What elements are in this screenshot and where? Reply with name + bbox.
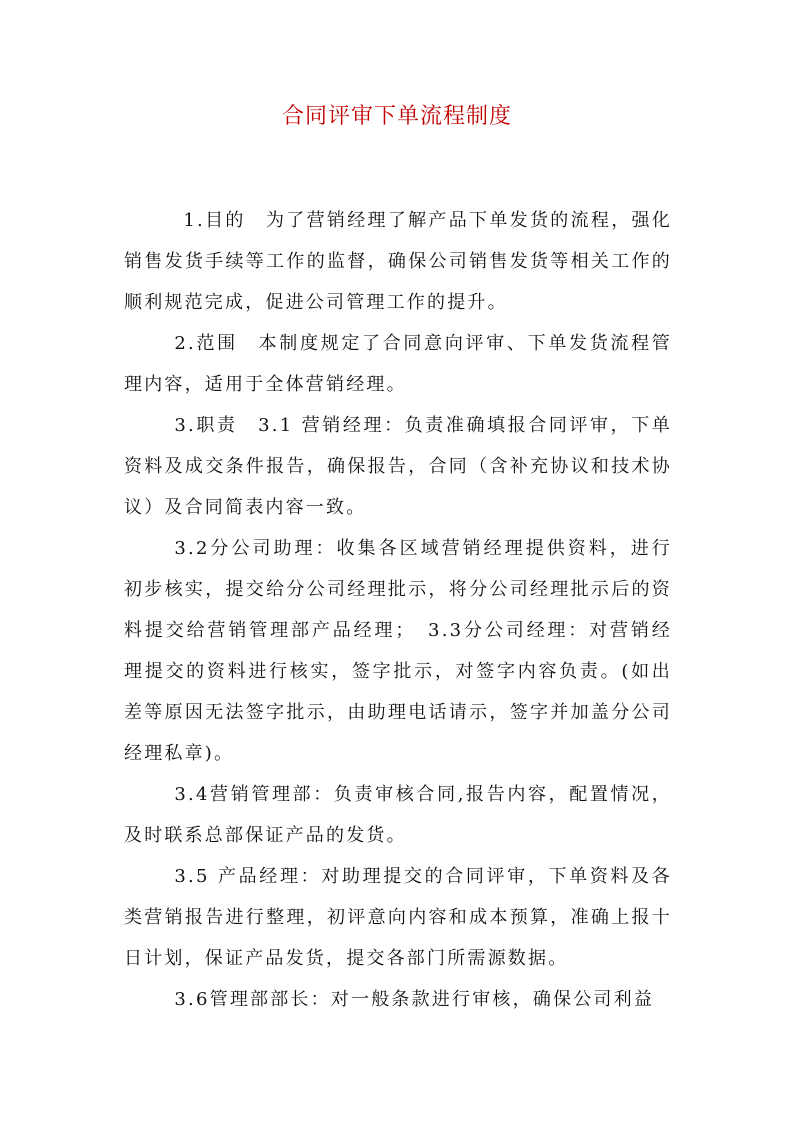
- paragraph-responsibility-sales-manager: 3.职责 3.1 营销经理：负责准确填报合同评审，下单资料及成交条件报告，确保报告，合同（含补充协议和技术协议）及合同简表内容一致。: [124, 415, 672, 518]
- paragraph-scope: 2.范围 本制度规定了合同意向评审、下单发货流程管理内容，适用于全体营销经理。: [124, 333, 672, 395]
- paragraph-responsibility-dept-head: 3.6管理部部长：对一般条款进行审核，确保公司利益: [174, 989, 655, 1010]
- paragraph-responsibility-marketing-dept: 3.4营销管理部：负责审核合同,报告内容，配置情况，及时联系总部保证产品的发货。: [124, 784, 672, 846]
- document-title: 合同评审下单流程制度: [281, 104, 512, 129]
- document-body: [124, 200, 672, 1020]
- paragraph-responsibility-product-manager: 3.5 产品经理：对助理提交的合同评审，下单资料及各类营销报告进行整理，初评意向内容和成本预算，准确上报十日计划，保证产品发货，提交各部门所需源数据。: [124, 866, 672, 969]
- paragraph-responsibility-branch: 3.2分公司助理：收集各区域营销经理提供资料，进行初步核实，提交给分公司经理批示，将分公司经理批示后的资料提交给营销管理部产品经理； 3.3分公司经理：对营销经理提交的资料进行核实，签字批示，对签字内容负责。(如出差等原因无法签字批示，由助理电话请示，签字并加盖分公司经理私章)。: [124, 538, 672, 764]
- paragraph-purpose: 1.目的 为了营销经理了解产品下单发货的流程，强化销售发货手续等工作的监督，确保公司销售发货等相关工作的顺利规范完成，促进公司管理工作的提升。: [124, 210, 672, 313]
